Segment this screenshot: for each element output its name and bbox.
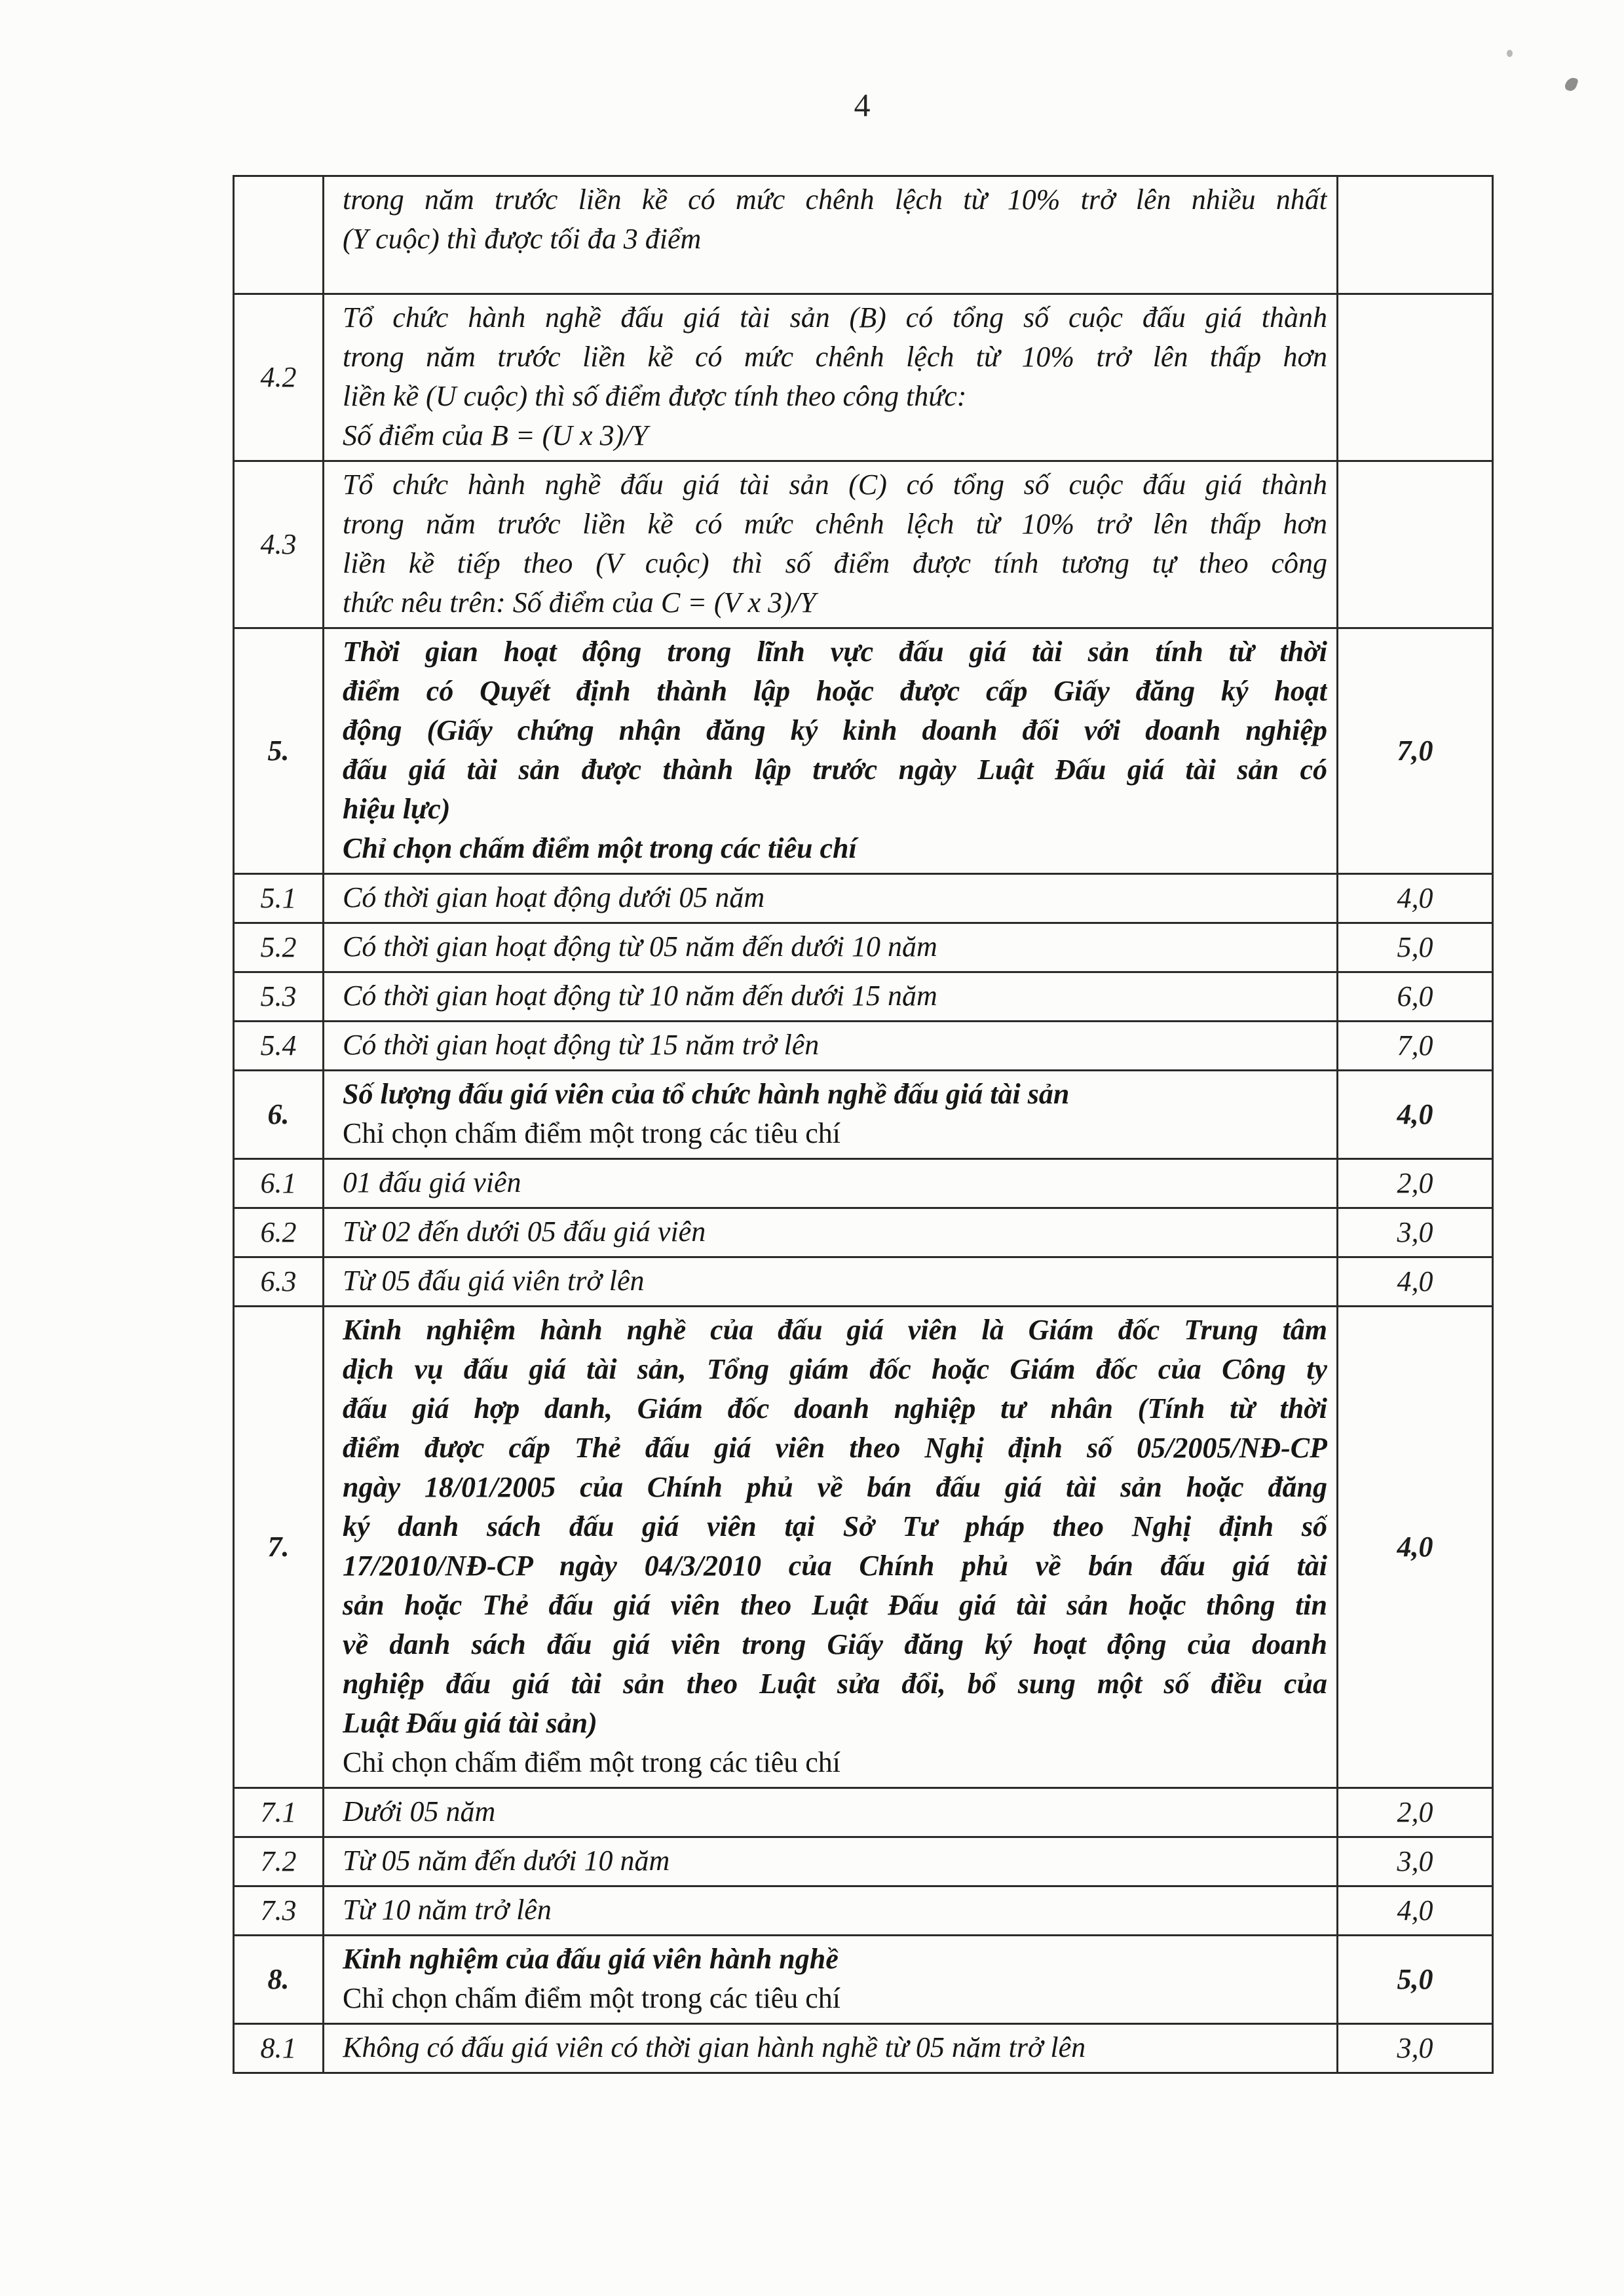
table-row	[234, 1071, 1493, 1159]
score-cell	[1338, 1837, 1493, 1886]
score-value: 4,0	[1397, 881, 1433, 914]
score-cell	[1338, 1886, 1493, 1936]
score-value: 6,0	[1397, 980, 1433, 1012]
criterion-line: Từ 05 đấu giá viên trở lên	[343, 1265, 645, 1297]
criterion-line: Từ 05 năm đến dưới 10 năm	[343, 1845, 670, 1877]
criterion-number: 6.3	[234, 1257, 324, 1307]
criterion-line: Có thời gian hoạt động từ 15 năm trở lên	[343, 1029, 820, 1061]
score-value: 3,0	[1397, 1215, 1433, 1248]
criterion-line: Từ 02 đến dưới 05 đấu giá viên	[343, 1215, 706, 1248]
score-cell	[1338, 1936, 1493, 2024]
table-row	[234, 1886, 1493, 1936]
criterion-text-cell	[324, 972, 1338, 1022]
criterion-number: 5.2	[234, 923, 324, 972]
score-value: 7,0	[1397, 734, 1433, 767]
criterion-number: 7.1	[234, 1788, 324, 1837]
criterion-line: Thời gian hoạt động trong lĩnh vực đấu giá tài sản tính từ thời	[343, 636, 1327, 668]
criterion-text-cell	[324, 461, 1338, 628]
criterion-number: 8.	[234, 1936, 324, 2024]
criterion-line: Không có đấu giá viên có thời gian hành nghề từ 05 năm trở lên	[343, 2031, 1086, 2063]
criterion-line: thức nêu trên: Số điểm của C = (V x 3)/Y	[343, 586, 816, 619]
table-row	[234, 923, 1493, 972]
criterion-line: trong năm trước liền kề có mức chênh lệch từ 10% trở lên thấp hơn	[343, 341, 1327, 373]
score-value: 2,0	[1397, 1166, 1433, 1199]
criterion-line: Tổ chức hành nghề đấu giá tài sản (B) có tổng số cuộc đấu giá thành	[343, 301, 1327, 334]
criterion-text-cell	[324, 1208, 1338, 1257]
criterion-line: điểm được cấp Thẻ đấu giá viên theo Nghị định số 05/2005/NĐ-CP	[343, 1432, 1327, 1464]
criterion-number	[234, 176, 324, 294]
table-row	[234, 874, 1493, 923]
criterion-number: 6.1	[234, 1159, 324, 1208]
criterion-line: Có thời gian hoạt động dưới 05 năm	[343, 881, 765, 913]
criterion-line: Kinh nghiệm hành nghề của đấu giá viên là Giám đốc Trung tâm	[343, 1314, 1327, 1346]
criterion-line: 01 đấu giá viên	[343, 1166, 521, 1198]
table-row	[234, 294, 1493, 461]
criterion-line: Chỉ chọn chấm điểm một trong các tiêu chí	[343, 1982, 841, 2014]
table-row	[234, 2024, 1493, 2073]
score-cell	[1338, 972, 1493, 1022]
criterion-text-cell	[324, 1307, 1338, 1788]
criterion-text-cell	[324, 1788, 1338, 1837]
criterion-number: 7.3	[234, 1886, 324, 1936]
score-cell	[1338, 461, 1493, 628]
criterion-line: đấu giá tài sản được thành lập trước ngày Luật Đấu giá tài sản có	[343, 754, 1327, 786]
criterion-text-cell	[324, 874, 1338, 923]
criterion-line: Số điểm của B = (U x 3)/Y	[343, 419, 648, 451]
criterion-line: nghiệp đấu giá tài sản theo Luật sửa đổi, bổ sung một số điều của	[343, 1668, 1327, 1700]
scan-artifact	[1507, 50, 1513, 57]
table-row	[234, 1307, 1493, 1788]
criterion-number: 4.3	[234, 461, 324, 628]
criterion-text-cell	[324, 294, 1338, 461]
score-cell	[1338, 1208, 1493, 1257]
score-value: 3,0	[1397, 1845, 1433, 1877]
table-row	[234, 1022, 1493, 1071]
score-value: 7,0	[1397, 1029, 1433, 1062]
criterion-number: 5.3	[234, 972, 324, 1022]
criterion-text-cell	[324, 923, 1338, 972]
score-cell	[1338, 1022, 1493, 1071]
criterion-text-cell	[324, 1071, 1338, 1159]
criterion-number: 7.	[234, 1307, 324, 1788]
criterion-line: Kinh nghiệm của đấu giá viên hành nghề	[343, 1943, 839, 1975]
criterion-line: Tổ chức hành nghề đấu giá tài sản (C) có tổng số cuộc đấu giá thành	[343, 469, 1327, 501]
score-value: 4,0	[1397, 1530, 1433, 1563]
criterion-text-cell	[324, 1022, 1338, 1071]
table-row	[234, 628, 1493, 874]
score-cell	[1338, 1788, 1493, 1837]
criterion-text-cell	[324, 1837, 1338, 1886]
criterion-line: trong năm trước liền kề có mức chênh lệch từ 10% trở lên thấp hơn	[343, 508, 1327, 540]
criterion-line: Dưới 05 năm	[343, 1795, 496, 1827]
score-value: 2,0	[1397, 1795, 1433, 1828]
criterion-number: 5.	[234, 628, 324, 874]
criterion-text-cell	[324, 628, 1338, 874]
criterion-line: ký danh sách đấu giá viên tại Sở Tư pháp theo Nghị định số	[343, 1510, 1327, 1542]
table-row	[234, 176, 1493, 294]
criterion-line: Từ 10 năm trở lên	[343, 1894, 552, 1926]
score-cell	[1338, 874, 1493, 923]
criterion-number: 5.4	[234, 1022, 324, 1071]
criterion-line: Có thời gian hoạt động từ 10 năm đến dưới 15 năm	[343, 980, 937, 1012]
score-value: 4,0	[1397, 1894, 1433, 1926]
criterion-line: sản hoặc Thẻ đấu giá viên theo Luật Đấu giá tài sản hoặc thông tin	[343, 1589, 1327, 1621]
score-cell	[1338, 923, 1493, 972]
criterion-number: 8.1	[234, 2024, 324, 2073]
criterion-line: Số lượng đấu giá viên của tổ chức hành nghề đấu giá tài sản	[343, 1078, 1070, 1110]
score-value: 4,0	[1397, 1098, 1433, 1130]
score-cell	[1338, 1159, 1493, 1208]
score-cell	[1338, 628, 1493, 874]
table-row	[234, 972, 1493, 1022]
criterion-number: 5.1	[234, 874, 324, 923]
criterion-text-cell	[324, 1936, 1338, 2024]
score-value: 4,0	[1397, 1265, 1433, 1297]
score-value: 3,0	[1397, 2031, 1433, 2064]
criterion-line: trong năm trước liền kề có mức chênh lệch từ 10% trở lên nhiều nhất	[343, 183, 1327, 216]
criterion-number: 6.2	[234, 1208, 324, 1257]
criterion-line: về danh sách đấu giá viên trong Giấy đăng ký hoạt động của doanh	[343, 1628, 1327, 1660]
page-number: 4	[854, 86, 871, 123]
score-cell	[1338, 1071, 1493, 1159]
criterion-text-cell	[324, 2024, 1338, 2073]
table-row	[234, 1208, 1493, 1257]
score-cell	[1338, 1257, 1493, 1307]
criterion-number: 7.2	[234, 1837, 324, 1886]
score-value: 5,0	[1397, 1962, 1433, 1995]
criterion-line: Luật Đấu giá tài sản)	[343, 1707, 597, 1739]
criterion-line: ngày 18/01/2005 của Chính phủ về bán đấu giá tài sản hoặc đăng	[343, 1471, 1327, 1503]
criterion-line: Chỉ chọn chấm điểm một trong các tiêu chí	[343, 1117, 841, 1149]
criterion-text-cell	[324, 1159, 1338, 1208]
score-cell	[1338, 1307, 1493, 1788]
criterion-number: 6.	[234, 1071, 324, 1159]
criterion-line: liền kề tiếp theo (V cuộc) thì số điểm được tính tương tự theo công	[343, 547, 1327, 579]
criterion-line: dịch vụ đấu giá tài sản, Tổng giám đốc hoặc Giám đốc của Công ty	[343, 1353, 1327, 1385]
criterion-line: điểm có Quyết định thành lập hoặc được cấp Giấy đăng ký hoạt	[343, 675, 1327, 707]
criterion-line: động (Giấy chứng nhận đăng ký kinh doanh đối với doanh nghiệp	[343, 714, 1327, 746]
table-row	[234, 1837, 1493, 1886]
criterion-line: liền kề (U cuộc) thì số điểm được tính theo công thức:	[343, 380, 967, 412]
scan-artifact	[1564, 76, 1579, 92]
table-row	[234, 1936, 1493, 2024]
criterion-text-cell	[324, 176, 1338, 294]
score-value: 5,0	[1397, 930, 1433, 963]
criterion-line: 17/2010/NĐ-CP ngày 04/3/2010 của Chính phủ về bán đấu giá tài	[343, 1550, 1327, 1582]
table-row	[234, 461, 1493, 628]
criterion-line: đấu giá hợp danh, Giám đốc doanh nghiệp tư nhân (Tính từ thời	[343, 1392, 1327, 1425]
score-cell	[1338, 2024, 1493, 2073]
table-row	[234, 1788, 1493, 1837]
criterion-line: hiệu lực)	[343, 793, 451, 825]
scoring-criteria-table	[233, 175, 1494, 2074]
criterion-number: 4.2	[234, 294, 324, 461]
criterion-line: Chỉ chọn chấm điểm một trong các tiêu chí	[343, 832, 857, 864]
criterion-line: Có thời gian hoạt động từ 05 năm đến dưới 10 năm	[343, 930, 937, 963]
score-cell	[1338, 294, 1493, 461]
table-row	[234, 1257, 1493, 1307]
criterion-line: Chỉ chọn chấm điểm một trong các tiêu chí	[343, 1746, 841, 1778]
criterion-text-cell	[324, 1257, 1338, 1307]
criterion-text-cell	[324, 1886, 1338, 1936]
criterion-line: (Y cuộc) thì được tối đa 3 điểm	[343, 223, 702, 255]
table-row	[234, 1159, 1493, 1208]
score-cell	[1338, 176, 1493, 294]
